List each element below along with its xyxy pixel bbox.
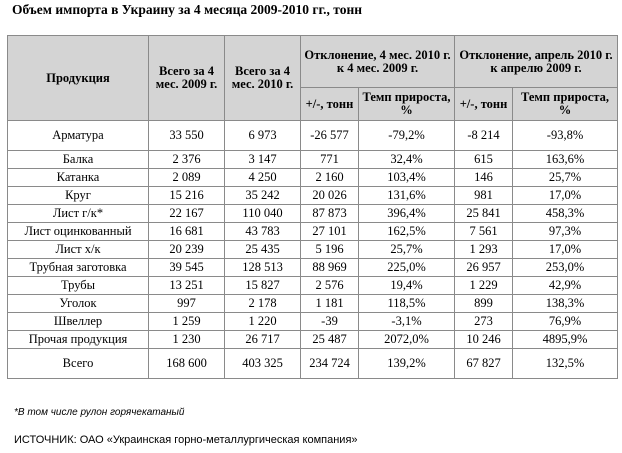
growth-rate-4m-cell: 19,4%: [359, 277, 455, 295]
total-2010-cell: 35 242: [225, 187, 301, 205]
product-name-cell: Трубная заготовка: [8, 259, 149, 277]
footnote: *В том числе рулон горячекатаный: [14, 407, 185, 418]
deviation-tons-april-cell: 615: [455, 151, 513, 169]
table-row: [8, 331, 618, 349]
total-2009-cell: 1 259: [149, 313, 225, 331]
total-2010-cell: 403 325: [225, 349, 301, 379]
total-2010-cell: 128 513: [225, 259, 301, 277]
growth-rate-april-cell: 163,6%: [513, 151, 618, 169]
table-row: [8, 223, 618, 241]
growth-rate-april-cell: 138,3%: [513, 295, 618, 313]
table-row: [8, 121, 618, 151]
growth-rate-4m-cell: 225,0%: [359, 259, 455, 277]
deviation-tons-april-cell: 899: [455, 295, 513, 313]
total-2009-cell: 1 230: [149, 331, 225, 349]
growth-rate-april-cell: 253,0%: [513, 259, 618, 277]
header-rate-4m: Темп прироста, %: [359, 88, 455, 121]
total-2010-cell: 25 435: [225, 241, 301, 259]
product-name-cell: Арматура: [8, 121, 149, 151]
table-row: [8, 169, 618, 187]
total-2009-cell: 168 600: [149, 349, 225, 379]
total-2010-cell: 1 220: [225, 313, 301, 331]
growth-rate-4m-cell: 139,2%: [359, 349, 455, 379]
table-row: [8, 187, 618, 205]
table-row: [8, 151, 618, 169]
product-name-cell: Катанка: [8, 169, 149, 187]
growth-rate-april-cell: 4895,9%: [513, 331, 618, 349]
deviation-tons-4m-cell: 2 160: [301, 169, 359, 187]
product-name-cell: Трубы: [8, 277, 149, 295]
deviation-tons-4m-cell: -26 577: [301, 121, 359, 151]
total-2010-cell: 26 717: [225, 331, 301, 349]
header-product: Продукция: [8, 36, 149, 121]
growth-rate-april-cell: 132,5%: [513, 349, 618, 379]
product-name-cell: Прочая продукция: [8, 331, 149, 349]
growth-rate-4m-cell: 118,5%: [359, 295, 455, 313]
deviation-tons-4m-cell: 234 724: [301, 349, 359, 379]
deviation-tons-april-cell: 26 957: [455, 259, 513, 277]
total-2010-cell: 4 250: [225, 169, 301, 187]
table-body: [8, 121, 618, 379]
table-row: [8, 349, 618, 379]
deviation-tons-april-cell: 67 827: [455, 349, 513, 379]
deviation-tons-4m-cell: 87 873: [301, 205, 359, 223]
total-2010-cell: 110 040: [225, 205, 301, 223]
deviation-tons-4m-cell: 20 026: [301, 187, 359, 205]
deviation-tons-4m-cell: -39: [301, 313, 359, 331]
header-total-2009: Всего за 4 мес. 2009 г.: [149, 36, 225, 121]
header-deviation-april: Отклонение, апрель 2010 г. к апрелю 2009 г.: [455, 36, 618, 88]
deviation-tons-april-cell: 25 841: [455, 205, 513, 223]
total-2010-cell: 6 973: [225, 121, 301, 151]
deviation-tons-4m-cell: 25 487: [301, 331, 359, 349]
growth-rate-april-cell: -93,8%: [513, 121, 618, 151]
table-row: [8, 313, 618, 331]
deviation-tons-april-cell: 10 246: [455, 331, 513, 349]
header-total-2010: Всего за 4 мес. 2010 г.: [225, 36, 301, 121]
product-name-cell: Уголок: [8, 295, 149, 313]
growth-rate-april-cell: 76,9%: [513, 313, 618, 331]
deviation-tons-april-cell: 273: [455, 313, 513, 331]
deviation-tons-4m-cell: 1 181: [301, 295, 359, 313]
product-name-cell: Швеллер: [8, 313, 149, 331]
total-2010-cell: 15 827: [225, 277, 301, 295]
header-rate-april: Темп прироста, %: [513, 88, 618, 121]
growth-rate-4m-cell: -79,2%: [359, 121, 455, 151]
total-2010-cell: 3 147: [225, 151, 301, 169]
growth-rate-4m-cell: -3,1%: [359, 313, 455, 331]
deviation-tons-4m-cell: 2 576: [301, 277, 359, 295]
product-name-cell: Всего: [8, 349, 149, 379]
total-2009-cell: 16 681: [149, 223, 225, 241]
total-2009-cell: 2 376: [149, 151, 225, 169]
product-name-cell: Круг: [8, 187, 149, 205]
growth-rate-april-cell: 42,9%: [513, 277, 618, 295]
deviation-tons-april-cell: 1 293: [455, 241, 513, 259]
growth-rate-april-cell: 25,7%: [513, 169, 618, 187]
import-table: [7, 35, 618, 379]
growth-rate-april-cell: 97,3%: [513, 223, 618, 241]
total-2009-cell: 15 216: [149, 187, 225, 205]
product-name-cell: Лист х/к: [8, 241, 149, 259]
deviation-tons-4m-cell: 5 196: [301, 241, 359, 259]
header-abs-4m: +/-, тонн: [301, 88, 359, 121]
growth-rate-4m-cell: 103,4%: [359, 169, 455, 187]
header-deviation-4-months: Отклонение, 4 мес. 2010 г. к 4 мес. 2009 г.: [301, 36, 455, 88]
growth-rate-4m-cell: 131,6%: [359, 187, 455, 205]
total-2009-cell: 20 239: [149, 241, 225, 259]
total-2009-cell: 39 545: [149, 259, 225, 277]
header-abs-april: +/-, тонн: [455, 88, 513, 121]
product-name-cell: Балка: [8, 151, 149, 169]
total-2010-cell: 43 783: [225, 223, 301, 241]
growth-rate-4m-cell: 2072,0%: [359, 331, 455, 349]
growth-rate-april-cell: 17,0%: [513, 241, 618, 259]
growth-rate-april-cell: 458,3%: [513, 205, 618, 223]
table-row: [8, 259, 618, 277]
page-title: Объем импорта в Украину за 4 месяца 2009-2010 гг., тонн: [12, 2, 363, 17]
table-row: [8, 295, 618, 313]
total-2009-cell: 2 089: [149, 169, 225, 187]
total-2009-cell: 22 167: [149, 205, 225, 223]
growth-rate-4m-cell: 25,7%: [359, 241, 455, 259]
source-note: ИСТОЧНИК: ОАО «Украинская горно-металлургическая компания»: [14, 434, 358, 446]
total-2010-cell: 2 178: [225, 295, 301, 313]
deviation-tons-april-cell: -8 214: [455, 121, 513, 151]
deviation-tons-april-cell: 1 229: [455, 277, 513, 295]
total-2009-cell: 997: [149, 295, 225, 313]
growth-rate-4m-cell: 396,4%: [359, 205, 455, 223]
deviation-tons-april-cell: 146: [455, 169, 513, 187]
deviation-tons-4m-cell: 88 969: [301, 259, 359, 277]
deviation-tons-april-cell: 981: [455, 187, 513, 205]
deviation-tons-april-cell: 7 561: [455, 223, 513, 241]
growth-rate-4m-cell: 162,5%: [359, 223, 455, 241]
product-name-cell: Лист г/к*: [8, 205, 149, 223]
growth-rate-april-cell: 17,0%: [513, 187, 618, 205]
total-2009-cell: 33 550: [149, 121, 225, 151]
product-name-cell: Лист оцинкованный: [8, 223, 149, 241]
total-2009-cell: 13 251: [149, 277, 225, 295]
table-row: [8, 277, 618, 295]
growth-rate-4m-cell: 32,4%: [359, 151, 455, 169]
table-row: [8, 205, 618, 223]
deviation-tons-4m-cell: 27 101: [301, 223, 359, 241]
table-row: [8, 241, 618, 259]
deviation-tons-4m-cell: 771: [301, 151, 359, 169]
